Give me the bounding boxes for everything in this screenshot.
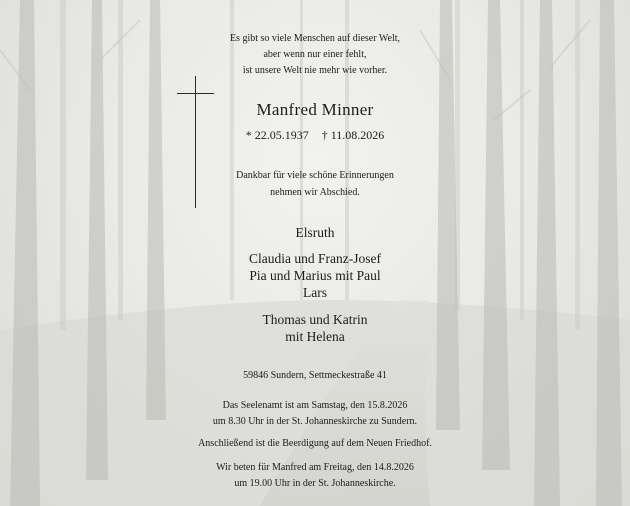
quote-line: ist unsere Welt nie mehr wie vorher. [242, 65, 388, 76]
burial-info: Anschließend ist die Beerdigung auf dem Neuen Friedhof. [198, 438, 432, 449]
family-group-children-2 [0, 311, 630, 345]
requiem-line: um 8.30 Uhr in der St. Johanneskirche zu Sundern. [212, 416, 418, 427]
birth-date: * 22.05.1937 [245, 128, 309, 142]
family-group-spouse [0, 224, 630, 241]
prayer-line: um 19.00 Uhr in der St. Johanneskirche. [234, 478, 396, 489]
quote-line: Es gibt so viele Menschen auf dieser Welt, [229, 33, 401, 44]
family-group-children [0, 250, 630, 301]
family-member: Elsruth [295, 225, 335, 240]
family-member: Claudia und Franz-Josef [249, 251, 381, 266]
family-member: Lars [303, 285, 327, 300]
prayer-line: Wir beten für Manfred am Freitag, den 14.8.2026 [216, 462, 414, 473]
farewell-line: Dankbar für viele schöne Erinnerungen [236, 170, 394, 181]
deceased-name: Manfred Minner [256, 100, 374, 119]
family-member: mit Helena [285, 329, 345, 344]
cross-horizontal-bar [177, 93, 214, 94]
requiem-info [0, 398, 630, 430]
family-member: Pia und Marius mit Paul [249, 268, 381, 283]
farewell-message [0, 167, 630, 201]
life-dates [0, 127, 630, 143]
prayer-info [0, 460, 630, 492]
quote-line: aber wenn nur einer fehlt, [263, 49, 367, 60]
requiem-line: Das Seelenamt ist am Samstag, den 15.8.2026 [222, 400, 408, 411]
death-date: † 11.08.2026 [321, 128, 385, 142]
memorial-quote [0, 31, 630, 79]
family-member: Thomas und Katrin [262, 312, 368, 327]
mourning-address: 59846 Sundern, Settmeckestraße 41 [243, 370, 387, 381]
farewell-line: nehmen wir Abschied. [270, 187, 360, 198]
